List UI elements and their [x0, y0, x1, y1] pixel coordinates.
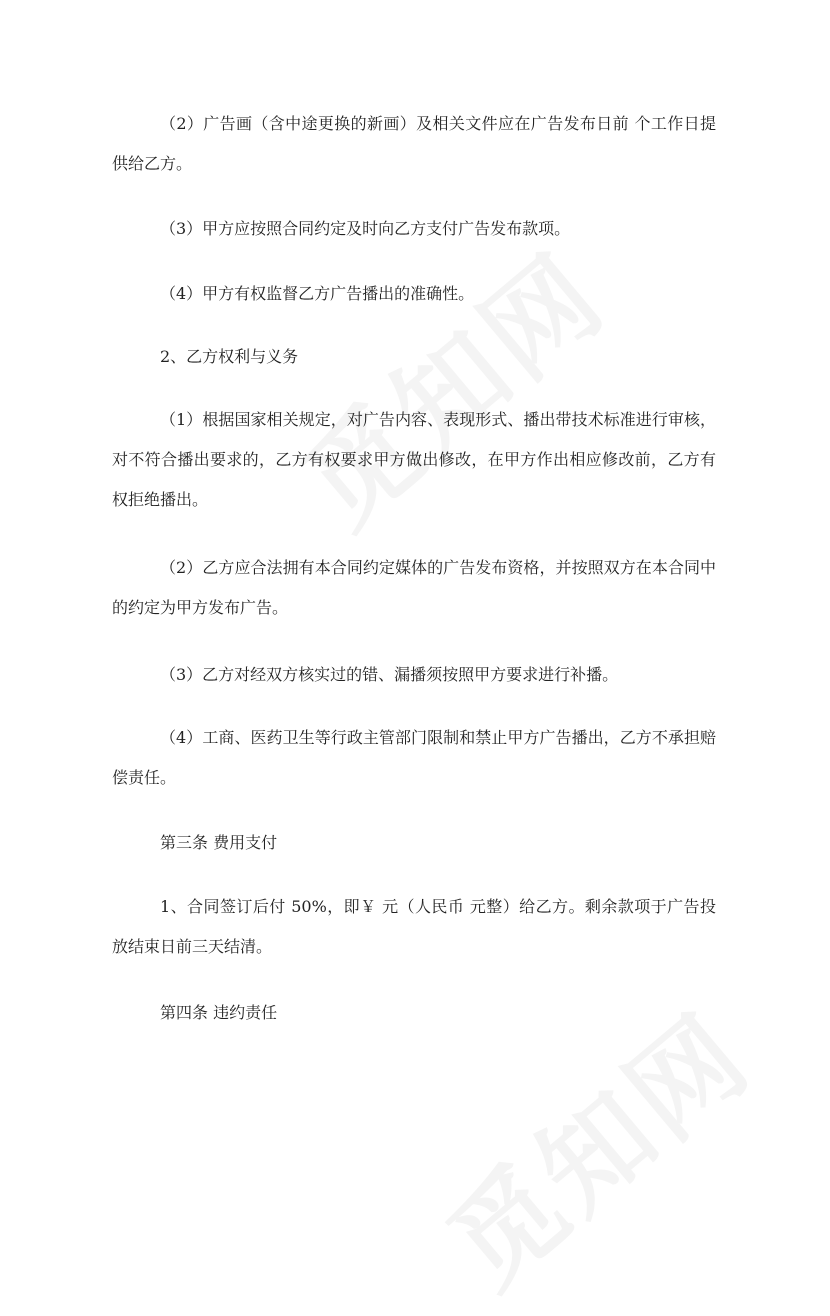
paragraph-party-a-payment: （3）甲方应按照合同约定及时向乙方支付广告发布款项。 — [160, 219, 571, 238]
paragraph-party-a-supervision: （4）甲方有权监督乙方广告播出的准确性。 — [160, 284, 475, 303]
paragraph-party-b-liability: （4）工商、医药卫生等行政主管部门限制和禁止甲方广告播出，乙方不承担赔偿责任。 — [112, 728, 716, 787]
article-four-heading: 第四条 违约责任 — [160, 1003, 278, 1022]
paragraph-party-b-qualification: （2）乙方应合法拥有本合同约定媒体的广告发布资格，并按照双方在本合同中的约定为甲方发布广告。 — [112, 558, 716, 617]
paragraph-payment-terms: 1、合同签订后付 50%，即￥ 元（人民币 元整）给乙方。剩余款项于广告投放结束日前三天结清。 — [112, 897, 716, 956]
paragraph-ad-materials: （2）广告画（含中途更换的新画）及相关文件应在广告发布日前 个工作日提供给乙方。 — [112, 114, 716, 173]
section-heading-party-b: 2、乙方权利与义务 — [160, 347, 299, 366]
paragraph-party-b-rebroadcast: （3）乙方对经双方核实过的错、漏播须按照甲方要求进行补播。 — [160, 665, 619, 684]
article-three-heading: 第三条 费用支付 — [160, 833, 278, 852]
paragraph-party-b-review: （1）根据国家相关规定，对广告内容、表现形式、播出带技术标准进行审核，对不符合播出要求的，乙方有权要求甲方做出修改，在甲方作出相应修改前，乙方有权拒绝播出。 — [112, 410, 716, 509]
